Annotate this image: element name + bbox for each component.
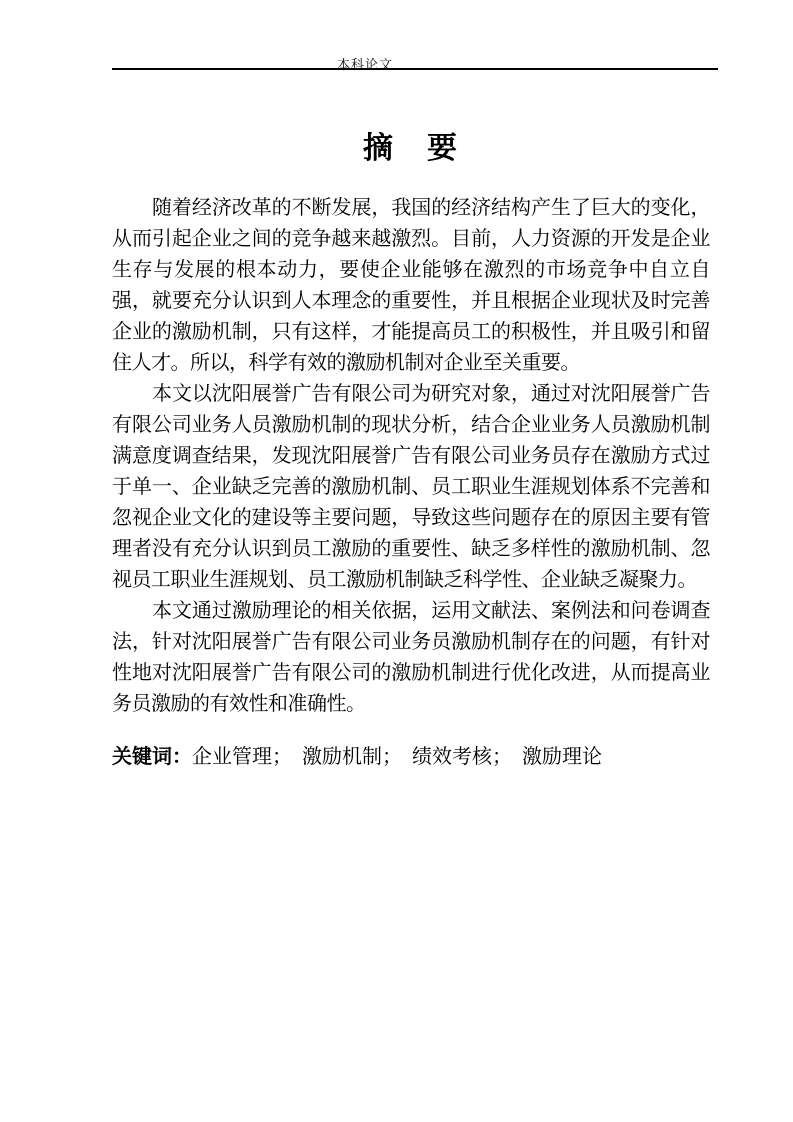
keywords-line — [112, 742, 710, 773]
abstract-paragraph: 随着经济改革的不断发展，我国的经济结构产生了巨大的变化，从而引起企业之间的竞争越来越激烈。目前，人力资源的开发是企业生存与发展的根本动力，要使企业能够在激烈的市场竞争中自立自强，就要充分认识到人本理念的重要性，并且根据企业现状及时完善企业的激励机制，只有这样，才能提高员工的积极性，并且吸引和留住人才。所以，科学有效的激励机制对企业至关重要。 — [112, 197, 710, 374]
keywords-label: 关键词： — [112, 746, 192, 768]
keywords-value: 企业管理； 激励机制； 绩效考核； 激励理论 — [192, 746, 602, 768]
abstract-content — [112, 133, 710, 793]
page-title: 摘 要 — [363, 132, 459, 165]
abstract-paragraph: 本文通过激励理论的相关依据，运用文献法、案例法和问卷调查法，针对沈阳展誉广告有限公司业务员激励机制存在的问题，有针对性地对沈阳展誉广告有限公司的激励机制进行优化改进，从而提高业务员激励的有效性和准确性。 — [112, 600, 710, 715]
running-head: 本科论文 — [336, 57, 393, 72]
header-rule — [112, 68, 718, 70]
abstract-paragraph: 本文以沈阳展誉广告有限公司为研究对象，通过对沈阳展誉广告有限公司业务人员激励机制的现状分析，结合企业业务人员激励机制满意度调查结果，发现沈阳展誉广告有限公司业务员存在激励方式过于单一、企业缺乏完善的激励机制、员工职业生涯规划体系不完善和忽视企业文化的建设等主要问题，导致这些问题存在的原因主要有管理者没有充分认识到员工激励的重要性、缺乏多样性的激励机制、忽视员工职业生涯规划、员工激励机制缺乏科学性、企业缺乏凝聚力。 — [112, 383, 710, 591]
